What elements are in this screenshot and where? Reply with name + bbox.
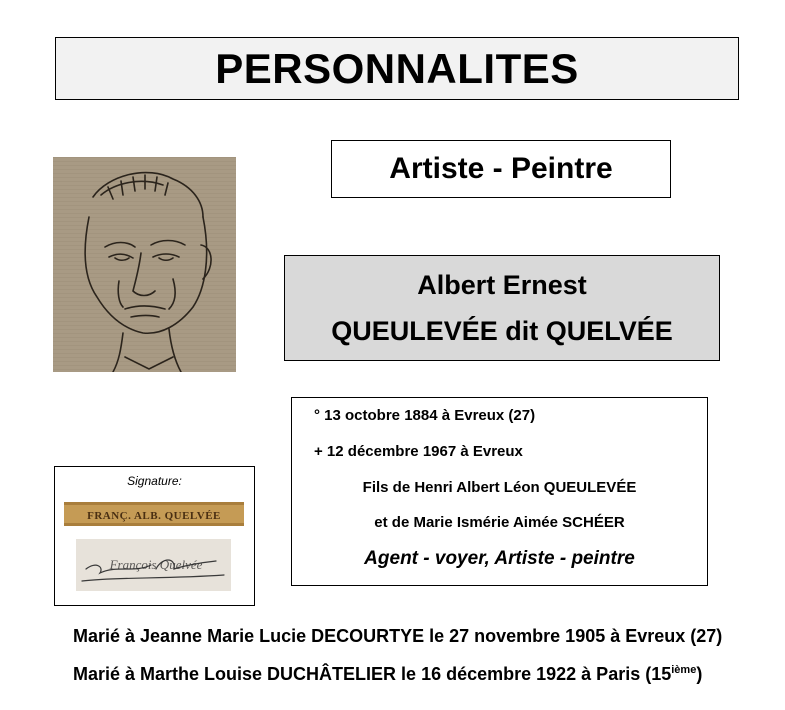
signature-stamp-text: FRANÇ. ALB. QUELVÉE — [87, 510, 221, 522]
biography-box — [291, 397, 708, 586]
role-box — [331, 140, 671, 198]
signature-handwritten-text: François Quelvée — [109, 557, 203, 572]
portrait-sketch — [53, 157, 236, 372]
signature-label: Signature: — [127, 474, 182, 488]
marriage-2-suffix: ) — [696, 664, 703, 684]
marriage-2-text: Marié à Marthe Louise DUCHÂTELIER le 16 décembre 1922 à Paris (15 — [73, 664, 672, 684]
signature-box — [54, 466, 255, 606]
signature-stamp — [64, 502, 244, 526]
mother-name: et de Marie Ismérie Aimée SCHÉER — [374, 514, 625, 531]
name-box — [284, 255, 720, 361]
name-first: Albert Ernest — [417, 269, 587, 300]
birth-date: ° 13 octobre 1884 à Evreux (27) — [314, 407, 536, 424]
marriage-2 — [73, 664, 702, 685]
marriage-1-text: Marié à Jeanne Marie Lucie DECOURTYE le 27 novembre 1905 à Evreux (27) — [73, 626, 723, 646]
marriage-2-superscript: ième — [671, 664, 697, 676]
title-box — [55, 37, 739, 100]
signature-handwritten — [76, 539, 231, 591]
death-date: + 12 décembre 1967 à Evreux — [314, 443, 523, 460]
name-last: QUEULEVÉE dit QUELVÉE — [331, 315, 673, 346]
role-title: Artiste - Peintre — [389, 152, 613, 185]
marriage-1 — [73, 626, 722, 647]
page-title: PERSONNALITES — [215, 44, 579, 92]
occupation: Agent - voyer, Artiste - peintre — [364, 548, 635, 569]
father-name: Fils de Henri Albert Léon QUEULEVÉE — [362, 479, 637, 496]
